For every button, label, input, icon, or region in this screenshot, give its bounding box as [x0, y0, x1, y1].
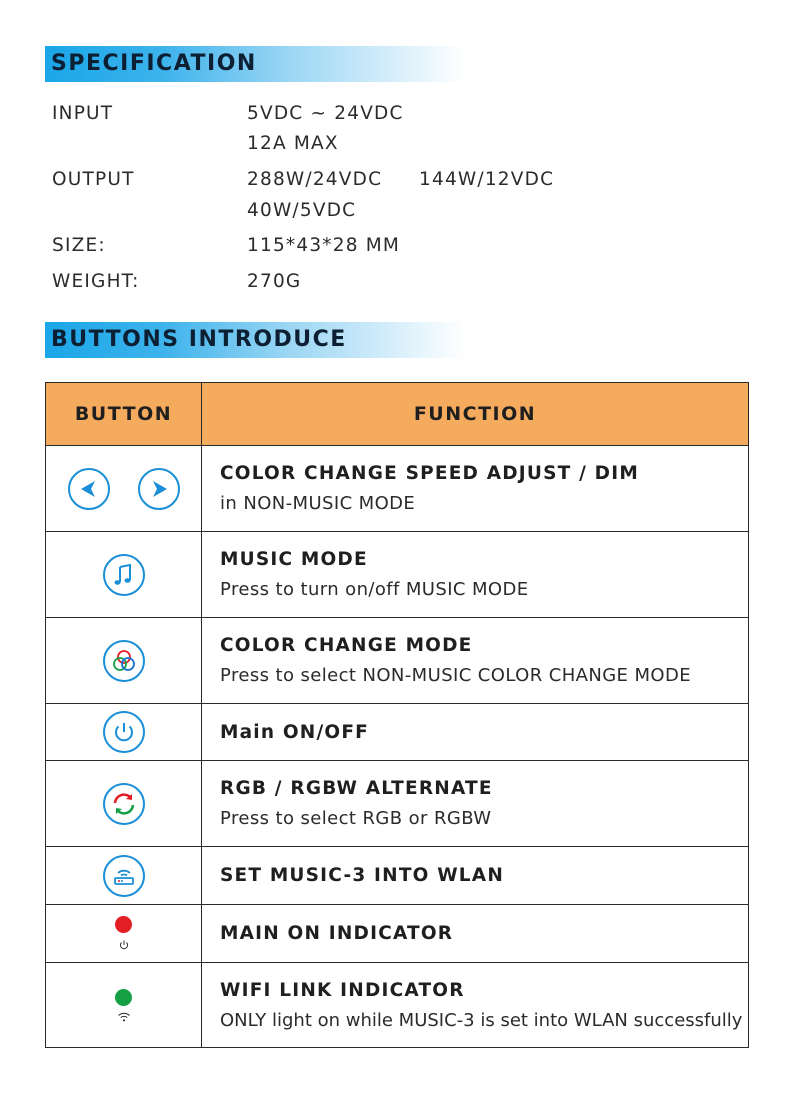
- function-title: RGB / RGBW ALTERNATE: [220, 778, 493, 799]
- green-dot-icon: [115, 989, 132, 1006]
- refresh-arrows-icon: [103, 783, 145, 825]
- table-row: [46, 532, 749, 618]
- left-arrow-icon: [68, 468, 110, 510]
- wifi-link-indicator-icon: [115, 989, 132, 1022]
- small-wifi-icon: [117, 1012, 131, 1022]
- function-desc: Press to select RGB or RGBW: [220, 808, 492, 829]
- right-arrow-icon: [138, 468, 180, 510]
- function-title: COLOR CHANGE SPEED ADJUST / DIM: [220, 463, 639, 484]
- column-header-function: FUNCTION: [202, 383, 749, 446]
- spec-value-size: 115*43*28 MM: [247, 235, 401, 256]
- function-title: MUSIC MODE: [220, 549, 368, 570]
- spec-label-output: OUTPUT: [52, 169, 135, 190]
- function-title: COLOR CHANGE MODE: [220, 635, 473, 656]
- spec-value-input-voltage: 5VDC ~ 24VDC: [247, 103, 404, 124]
- spec-label-input: INPUT: [52, 103, 114, 124]
- power-icon: [103, 711, 145, 753]
- table-row: [46, 704, 749, 761]
- spec-value-output-5v: 40W/5VDC: [247, 200, 357, 221]
- table-row: [46, 761, 749, 847]
- table-row: [46, 963, 749, 1048]
- spec-label-size: SIZE:: [52, 235, 106, 256]
- spec-label-weight: WEIGHT:: [52, 271, 140, 292]
- buttons-introduce-header: [45, 322, 465, 358]
- column-header-button: BUTTON: [46, 383, 202, 446]
- table-row: [46, 446, 749, 532]
- spec-value-input-current: 12A MAX: [247, 133, 339, 154]
- spec-value-weight: 270G: [247, 271, 302, 292]
- function-desc: Press to select NON-MUSIC COLOR CHANGE MODE: [220, 665, 691, 686]
- red-dot-icon: [115, 916, 132, 933]
- function-title: SET MUSIC-3 INTO WLAN: [220, 865, 505, 886]
- table-row: [46, 905, 749, 963]
- specification-title: SPECIFICATION: [51, 51, 257, 76]
- spec-value-output-24v: 288W/24VDC: [247, 169, 383, 190]
- music-note-icon: [103, 554, 145, 596]
- table-row: [46, 618, 749, 704]
- function-desc: ONLY light on while MUSIC-3 is set into WLAN successfully: [220, 1009, 743, 1031]
- small-power-icon: [118, 939, 130, 951]
- function-desc: Press to turn on/off MUSIC MODE: [220, 579, 529, 600]
- table-row: [46, 847, 749, 905]
- buttons-table: [45, 382, 749, 1048]
- function-title: Main ON/OFF: [220, 721, 370, 743]
- function-title: MAIN ON INDICATOR: [220, 923, 454, 944]
- spec-value-output-12v: 144W/12VDC: [419, 169, 555, 190]
- rgb-circles-icon: [103, 640, 145, 682]
- function-desc: in NON-MUSIC MODE: [220, 493, 416, 514]
- function-title: WIFI LINK INDICATOR: [220, 979, 465, 1001]
- router-icon: [103, 855, 145, 897]
- main-on-indicator-icon: [115, 916, 132, 951]
- table-header-row: [46, 383, 749, 446]
- specification-header: [45, 46, 465, 82]
- buttons-introduce-title: BUTTONS INTRODUCE: [51, 327, 347, 352]
